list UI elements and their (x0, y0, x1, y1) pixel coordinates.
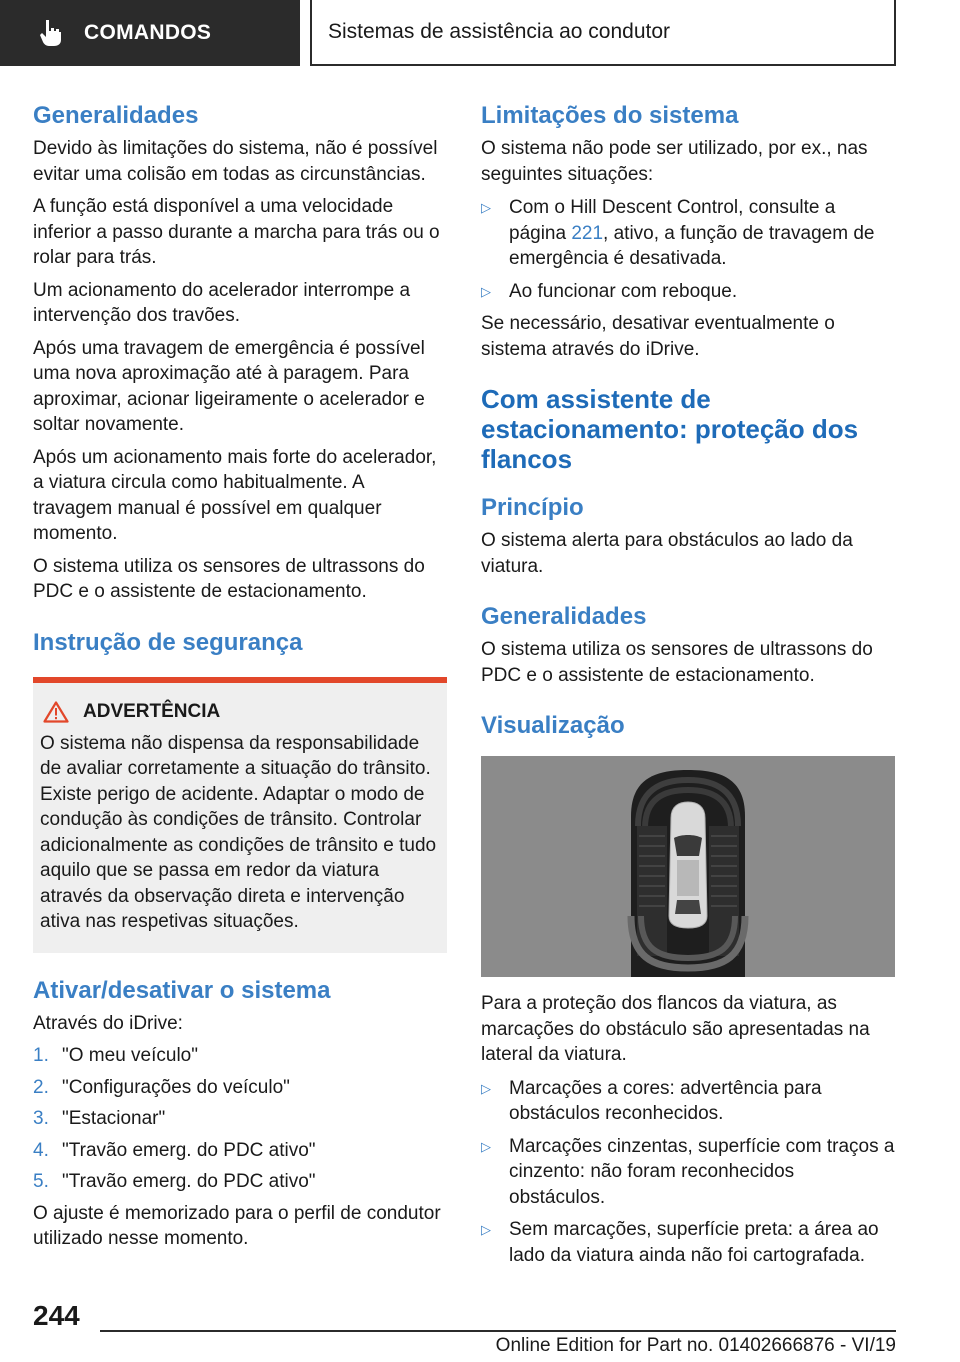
paragraph: Após um acionamento mais forte do acelerador, a viatura circula como habitualmente. A travagem manual é possível em qualquer momento. (33, 446, 437, 544)
bullet-triangle-icon: ▷ (481, 1080, 491, 1096)
bullet-triangle-icon: ▷ (481, 200, 491, 215)
park-assist-illustration (481, 756, 895, 977)
bullet-triangle-icon: ▷ (481, 1138, 491, 1154)
heading-limitacoes: Limitações do sistema (481, 102, 739, 129)
warning-box (33, 677, 447, 953)
footer-edition: Online Edition for Part no. 01402666876 - VI/19 (495, 1335, 896, 1356)
page-link[interactable]: 221 (571, 222, 604, 244)
warning-text: O sistema não dispensa da responsabilidade de avaliar corretamente a situação do trânsito. Existe perigo de acidente. Adaptar o modo de condução às condições de trânsito. Controlar adicionalmente as condições de trânsito e tudo aquilo que se passa em redor da viatura através da observação direta e intervenção ativa nas respetivas situações. (40, 732, 437, 932)
heading-com-assistente: Com assistente de estacionamento: proteção dos flancos (481, 384, 859, 474)
list-item: ▷ Sem marcações, superfície preta: a área ao lado da viatura ainda não foi cartografada. (481, 1217, 895, 1268)
list-item: ▷ Marcações a cores: advertência para obstáculos reconhecidos. (481, 1076, 895, 1127)
heading-visualizacao: Visualização (481, 712, 625, 739)
heading-generalidades-2: Generalidades (481, 603, 647, 630)
paragraph: Através do iDrive: (33, 1012, 183, 1034)
steps-list (33, 1043, 447, 1195)
heading-ativar: Ativar/desativar o sistema (33, 976, 331, 1004)
paragraph: O sistema utiliza os sensores de ultrassons do PDC e o assistente de estacionamento. (33, 555, 425, 602)
paragraph: O ajuste é memorizado para o perfil de condutor utilizado nesse momento. (33, 1202, 441, 1249)
bullet-triangle-icon: ▷ (481, 283, 491, 299)
header-chapter (310, 0, 896, 66)
paragraph: O sistema utiliza os sensores de ultrassons do PDC e o assistente de estacionamento. (481, 639, 873, 686)
list-item: ▷ Ao funcionar com reboque. (481, 279, 895, 305)
list-item: 4. "Travão emerg. do PDC ativo" (33, 1139, 316, 1161)
header-section-tab (0, 0, 300, 66)
parking-display-image (481, 756, 895, 977)
hand-pointer-icon (38, 18, 64, 48)
heading-principio: Princípio (481, 494, 584, 521)
list-item: ▷ Com o Hill Descent Control, consulte a página 221, ativo, a função de travagem de emergência é desativada. (481, 195, 895, 272)
bullet-triangle-icon: ▷ (481, 1222, 491, 1237)
paragraph: Para a proteção dos flancos da viatura, as marcações do obstáculo são apresentadas na lateral da viatura. (481, 993, 870, 1065)
page-number: 244 (33, 1300, 80, 1331)
paragraph: Após uma travagem de emergência é possível uma nova aproximação até à paragem. Para aproximar, acionar ligeiramente o acelerador e soltar novamente. (33, 337, 425, 435)
list-item: ▷ Marcações cinzentas, superfície com traços a cinzento: não foram reconhecidos obstáculos. (481, 1134, 895, 1211)
heading-generalidades: Generalidades (33, 102, 199, 129)
paragraph: Se necessário, desativar eventualmente o sistema através do iDrive. (481, 313, 835, 360)
paragraph: Um acionamento do acelerador interrompe a intervenção dos travões. (33, 279, 411, 326)
warning-triangle-icon (43, 701, 69, 723)
heading-seguranca: Instrução de segurança (33, 628, 303, 656)
list-item: 2. "Configurações do veículo" (33, 1076, 290, 1098)
paragraph: O sistema alerta para obstáculos ao lado da viatura. (481, 530, 853, 577)
left-column (33, 100, 447, 1259)
section-title: COMANDOS (84, 21, 212, 44)
footer-divider (100, 1330, 896, 1332)
list-item: 5. "Travão emerg. do PDC ativo" (33, 1171, 316, 1192)
paragraph: Devido às limitações do sistema, não é possível evitar uma colisão em todas as circunstâncias. (33, 138, 438, 185)
list-item: 3. "Estacionar" (33, 1108, 166, 1129)
paragraph: A função está disponível a uma velocidade inferior a passo durante a marcha para trás ou o rolar para trás. (33, 196, 440, 268)
paragraph: O sistema não pode ser utilizado, por ex., nas seguintes situações: (481, 138, 868, 185)
right-column (481, 100, 895, 1275)
warning-title: ADVERTÊNCIA (83, 700, 221, 722)
chapter-title: Sistemas de assistência ao condutor (328, 20, 671, 43)
list-item: 1. "O meu veículo" (33, 1045, 198, 1066)
